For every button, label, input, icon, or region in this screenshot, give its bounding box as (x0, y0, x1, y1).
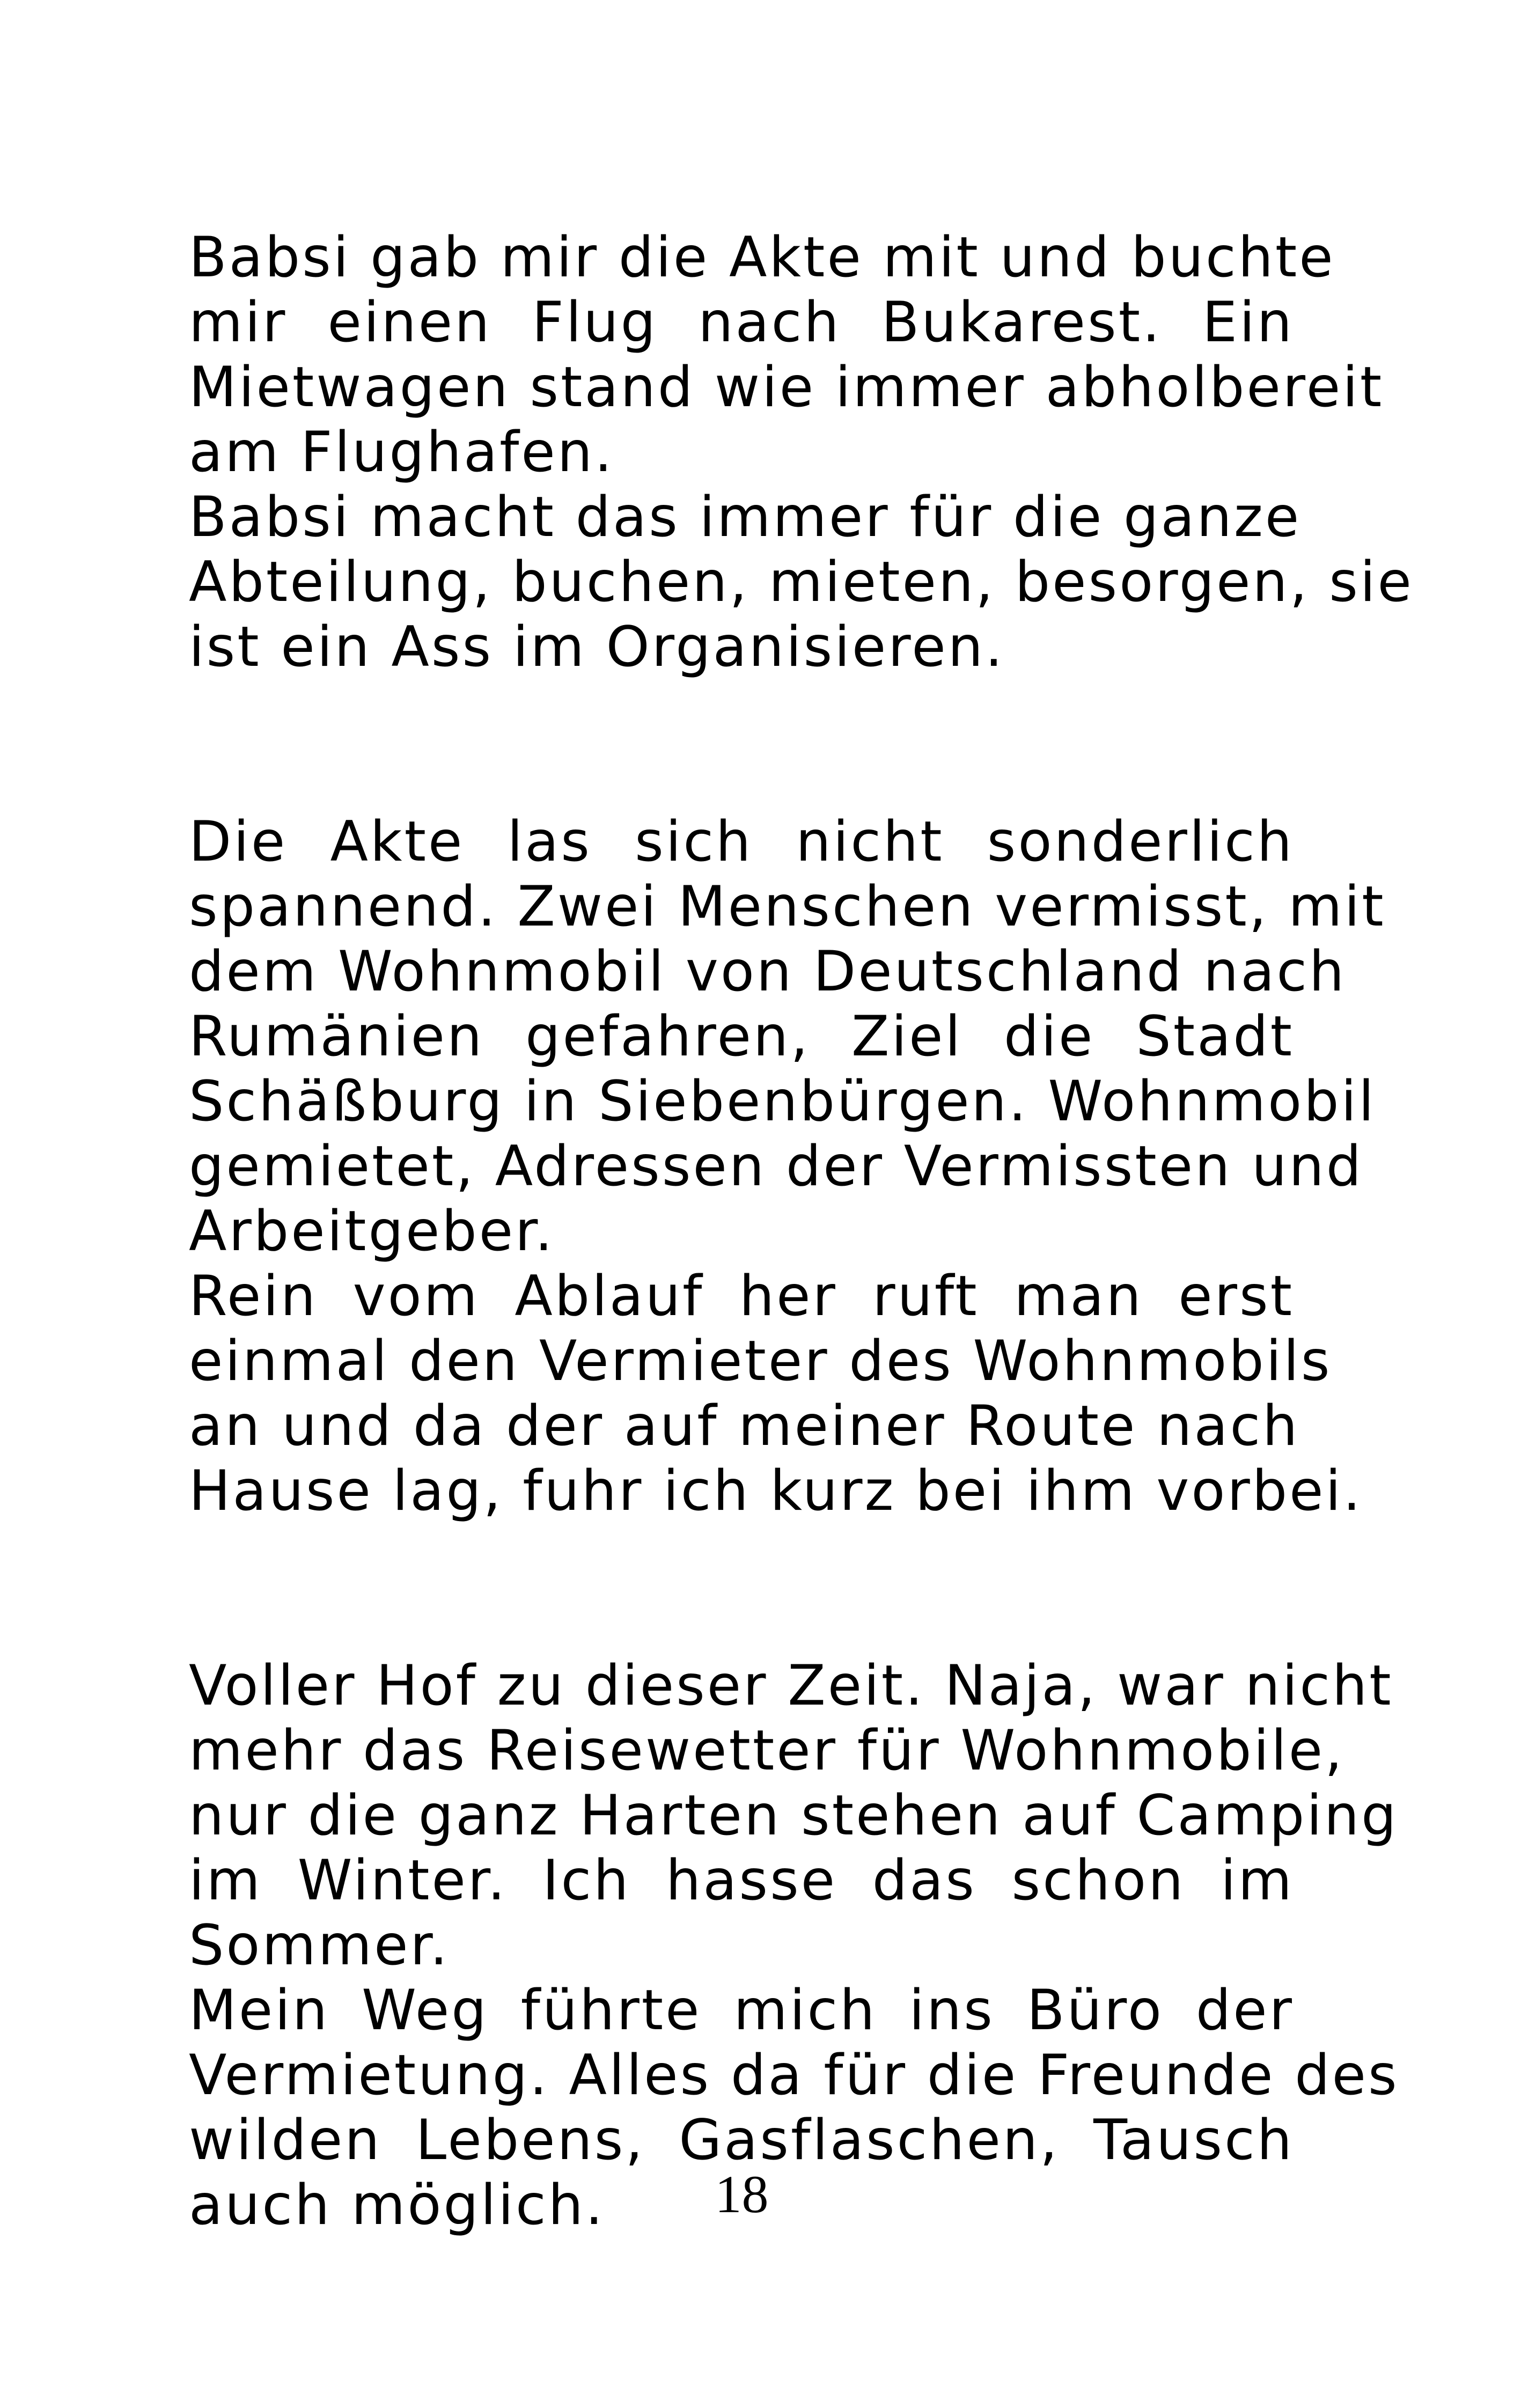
text-line: wilden Lebens, Gasflaschen, Tausch (189, 2108, 1294, 2172)
text-line: Rein vom Ablauf her ruft man erst (189, 1264, 1294, 1328)
text-line: Sommer. (189, 1913, 450, 1978)
text-line: ist ein Ass im Organisieren. (189, 615, 1005, 679)
text-line: Babsi macht das immer für die ganze (189, 485, 1302, 549)
text-line: mir einen Flug nach Bukarest. Ein (189, 290, 1294, 355)
text-line: nur die ganz Harten stehen auf Camping (189, 1783, 1399, 1848)
paragraph-2 (189, 485, 1414, 680)
text-line: Arbeitgeber. (189, 1199, 555, 1264)
page-number: 18 (715, 2164, 769, 2224)
text-line: Babsi gab mir die Akte mit und buchte (189, 225, 1335, 290)
paragraph-3 (189, 810, 1386, 1264)
text-line: Rumänien gefahren, Ziel die Stadt (189, 1004, 1294, 1069)
text-line: auch möglich. (189, 2173, 605, 2237)
text-line: an und da der auf meiner Route nach (189, 1394, 1300, 1458)
text-line: Vermietung. Alles da für die Freunde des (189, 2043, 1399, 2108)
text-line: Abteilung, buchen, mieten, besorgen, sie (189, 550, 1414, 614)
paragraph-gap (189, 1524, 1294, 1654)
text-line: einmal den Vermieter des Wohnmobils (189, 1329, 1332, 1393)
text-line: dem Wohnmobil von Deutschland nach (189, 939, 1347, 1004)
text-line: gemietet, Adressen der Vermissten und (189, 1134, 1364, 1199)
text-line: spannend. Zwei Menschen vermisst, mit (189, 875, 1386, 939)
text-line: Hause lag, fuhr ich kurz bei ihm vorbei. (189, 1459, 1363, 1523)
text-line: Voller Hof zu dieser Zeit. Naja, war nicht (189, 1654, 1393, 1718)
text-line: am Flughafen. (189, 420, 614, 484)
text-line: mehr das Reisewetter für Wohnmobile, (189, 1719, 1344, 1783)
text-line: Mein Weg führte mich ins Büro der (189, 1978, 1294, 2043)
text-line: Mietwagen stand wie immer abholbereit (189, 355, 1384, 420)
paragraph-1 (189, 225, 1384, 485)
text-line: Die Akte las sich nicht sonderlich (189, 810, 1294, 874)
text-line: im Winter. Ich hasse das schon im (189, 1848, 1294, 1913)
text-line: Schäßburg in Siebenbürgen. Wohnmobil (189, 1069, 1376, 1134)
paragraph-gap (189, 680, 1294, 810)
page-body (189, 225, 1414, 2238)
paragraph-5 (189, 1654, 1399, 1978)
paragraph-4 (189, 1264, 1363, 1524)
